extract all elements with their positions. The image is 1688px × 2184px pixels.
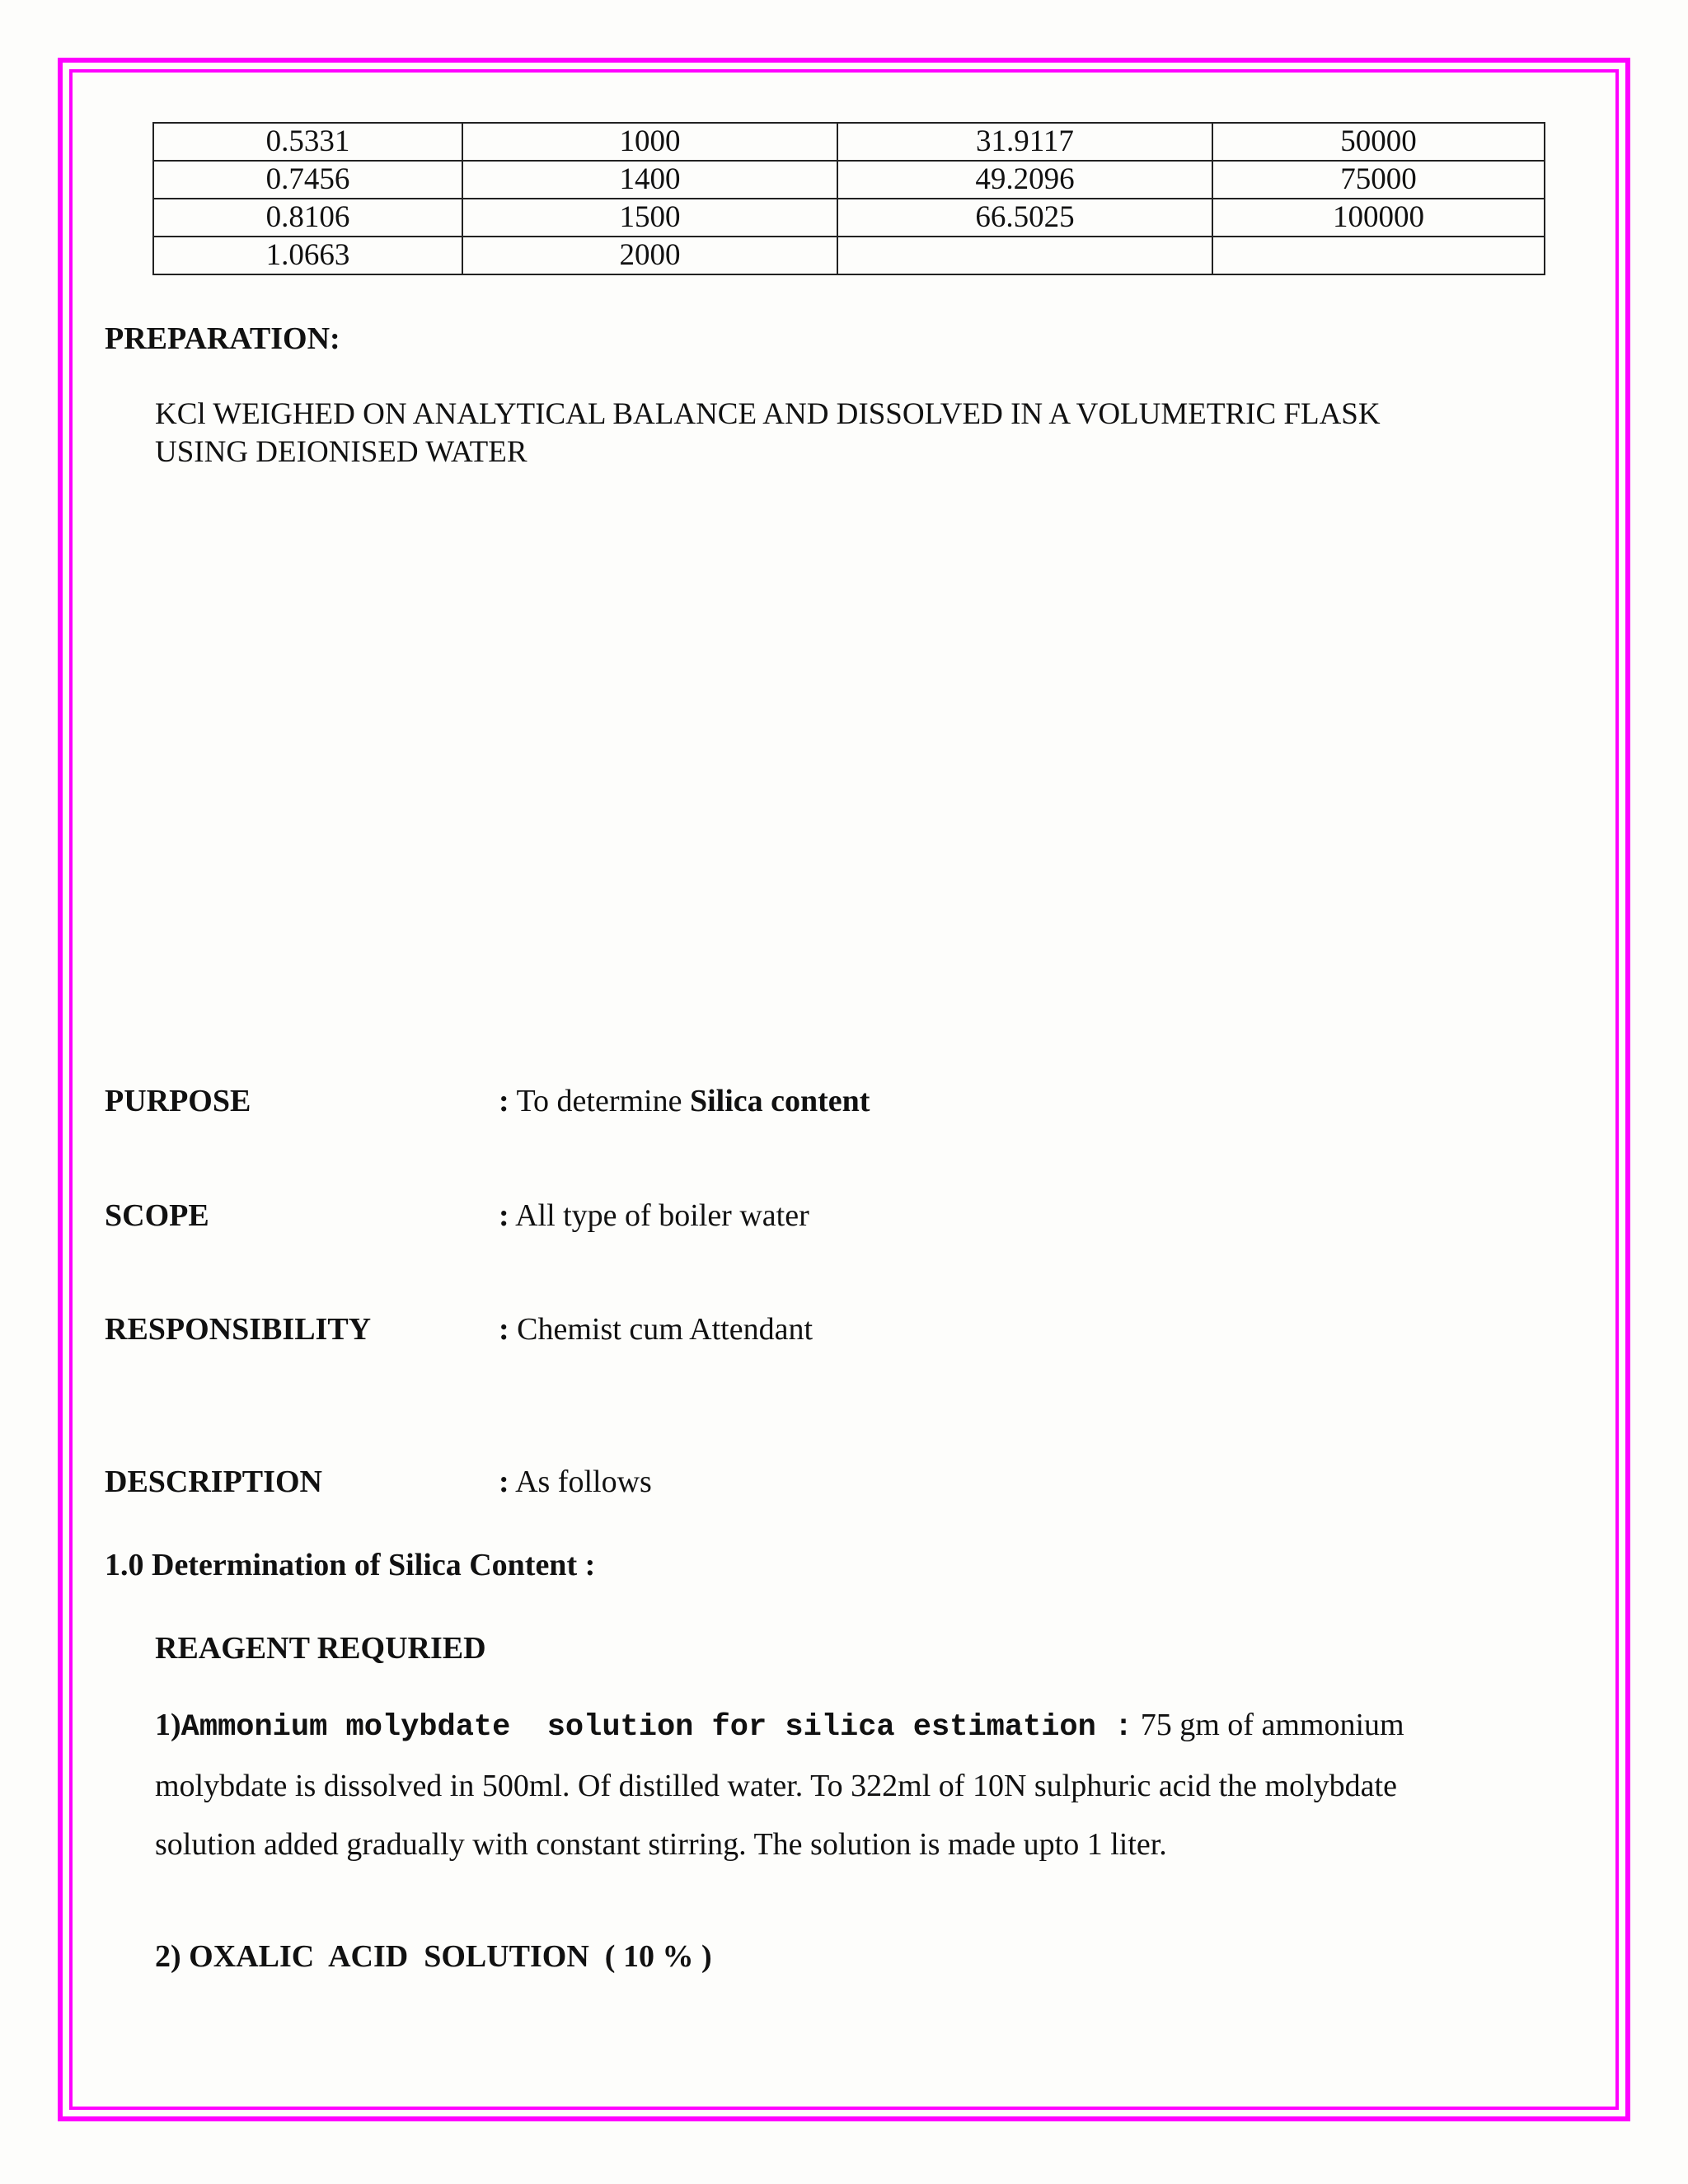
section-heading: 1.0 Determination of Silica Content : xyxy=(105,1548,596,1582)
table-cell: 50000 xyxy=(1212,123,1545,161)
description-label: DESCRIPTION xyxy=(105,1465,322,1499)
reagent-heading: REAGENT REQURIED xyxy=(155,1631,486,1666)
responsibility-label: RESPONSIBILITY xyxy=(105,1312,372,1347)
scope-value xyxy=(499,1197,809,1235)
reagent-item-1-number: 1) xyxy=(155,1708,181,1742)
table-cell xyxy=(1212,237,1545,274)
purpose-label: PURPOSE xyxy=(105,1084,251,1118)
description-value xyxy=(499,1463,652,1501)
responsibility-text: Chemist cum Attendant xyxy=(517,1312,814,1347)
table-cell: 49.2096 xyxy=(837,161,1212,199)
table-cell: 66.5025 xyxy=(837,199,1212,237)
preparation-text xyxy=(155,396,1573,471)
table-cell: 1500 xyxy=(462,199,837,237)
table-cell: 2000 xyxy=(462,237,837,274)
scope-text: All type of boiler water xyxy=(515,1198,809,1233)
reagent-item-1-line-3: solution added gradually with constant stirring. The solution is made upto 1 liter. xyxy=(155,1827,1167,1862)
table-cell: 75000 xyxy=(1212,161,1545,199)
reagent-item-1-line-1 xyxy=(155,1696,1556,1757)
table-row xyxy=(153,237,1545,274)
table-cell: 0.8106 xyxy=(153,199,462,237)
purpose-text: To determine xyxy=(516,1084,690,1118)
preparation-line-1: KCl WEIGHED ON ANALYTICAL BALANCE AND DISSOLVED IN A VOLUMETRIC FLASK xyxy=(155,397,1381,431)
description-text: As follows xyxy=(515,1465,652,1499)
table-cell xyxy=(837,237,1212,274)
data-table xyxy=(152,122,1545,275)
purpose-value xyxy=(499,1082,870,1120)
purpose-colon: : xyxy=(499,1084,509,1118)
reagent-item-1-text-1: 75 gm of ammonium xyxy=(1132,1708,1404,1742)
table-cell: 31.9117 xyxy=(837,123,1212,161)
table-cell: 1400 xyxy=(462,161,837,199)
table-row xyxy=(153,161,1545,199)
table-cell: 1.0663 xyxy=(153,237,462,274)
table-cell: 0.7456 xyxy=(153,161,462,199)
reagent-item-1-title: Ammonium molybdate solution for silica estimation : xyxy=(181,1710,1133,1745)
responsibility-colon: : xyxy=(499,1312,509,1347)
table-cell: 1000 xyxy=(462,123,837,161)
scope-label: SCOPE xyxy=(105,1198,209,1233)
description-colon: : xyxy=(499,1465,509,1499)
preparation-line-2: USING DEIONISED WATER xyxy=(155,435,528,469)
table-cell: 100000 xyxy=(1212,199,1545,237)
reagent-item-1 xyxy=(155,1696,1556,1874)
table-cell: 0.5331 xyxy=(153,123,462,161)
purpose-bold: Silica content xyxy=(689,1084,870,1118)
table-row xyxy=(153,123,1545,161)
table-row xyxy=(153,199,1545,237)
responsibility-value xyxy=(499,1310,813,1348)
scope-colon: : xyxy=(499,1198,509,1233)
reagent-item-1-line-2: molybdate is dissolved in 500ml. Of distilled water. To 322ml of 10N sulphuric acid the molybdate xyxy=(155,1769,1397,1803)
preparation-heading: PREPARATION: xyxy=(105,321,340,356)
reagent-item-2: 2) OXALIC ACID SOLUTION ( 10 % ) xyxy=(155,1939,712,1974)
